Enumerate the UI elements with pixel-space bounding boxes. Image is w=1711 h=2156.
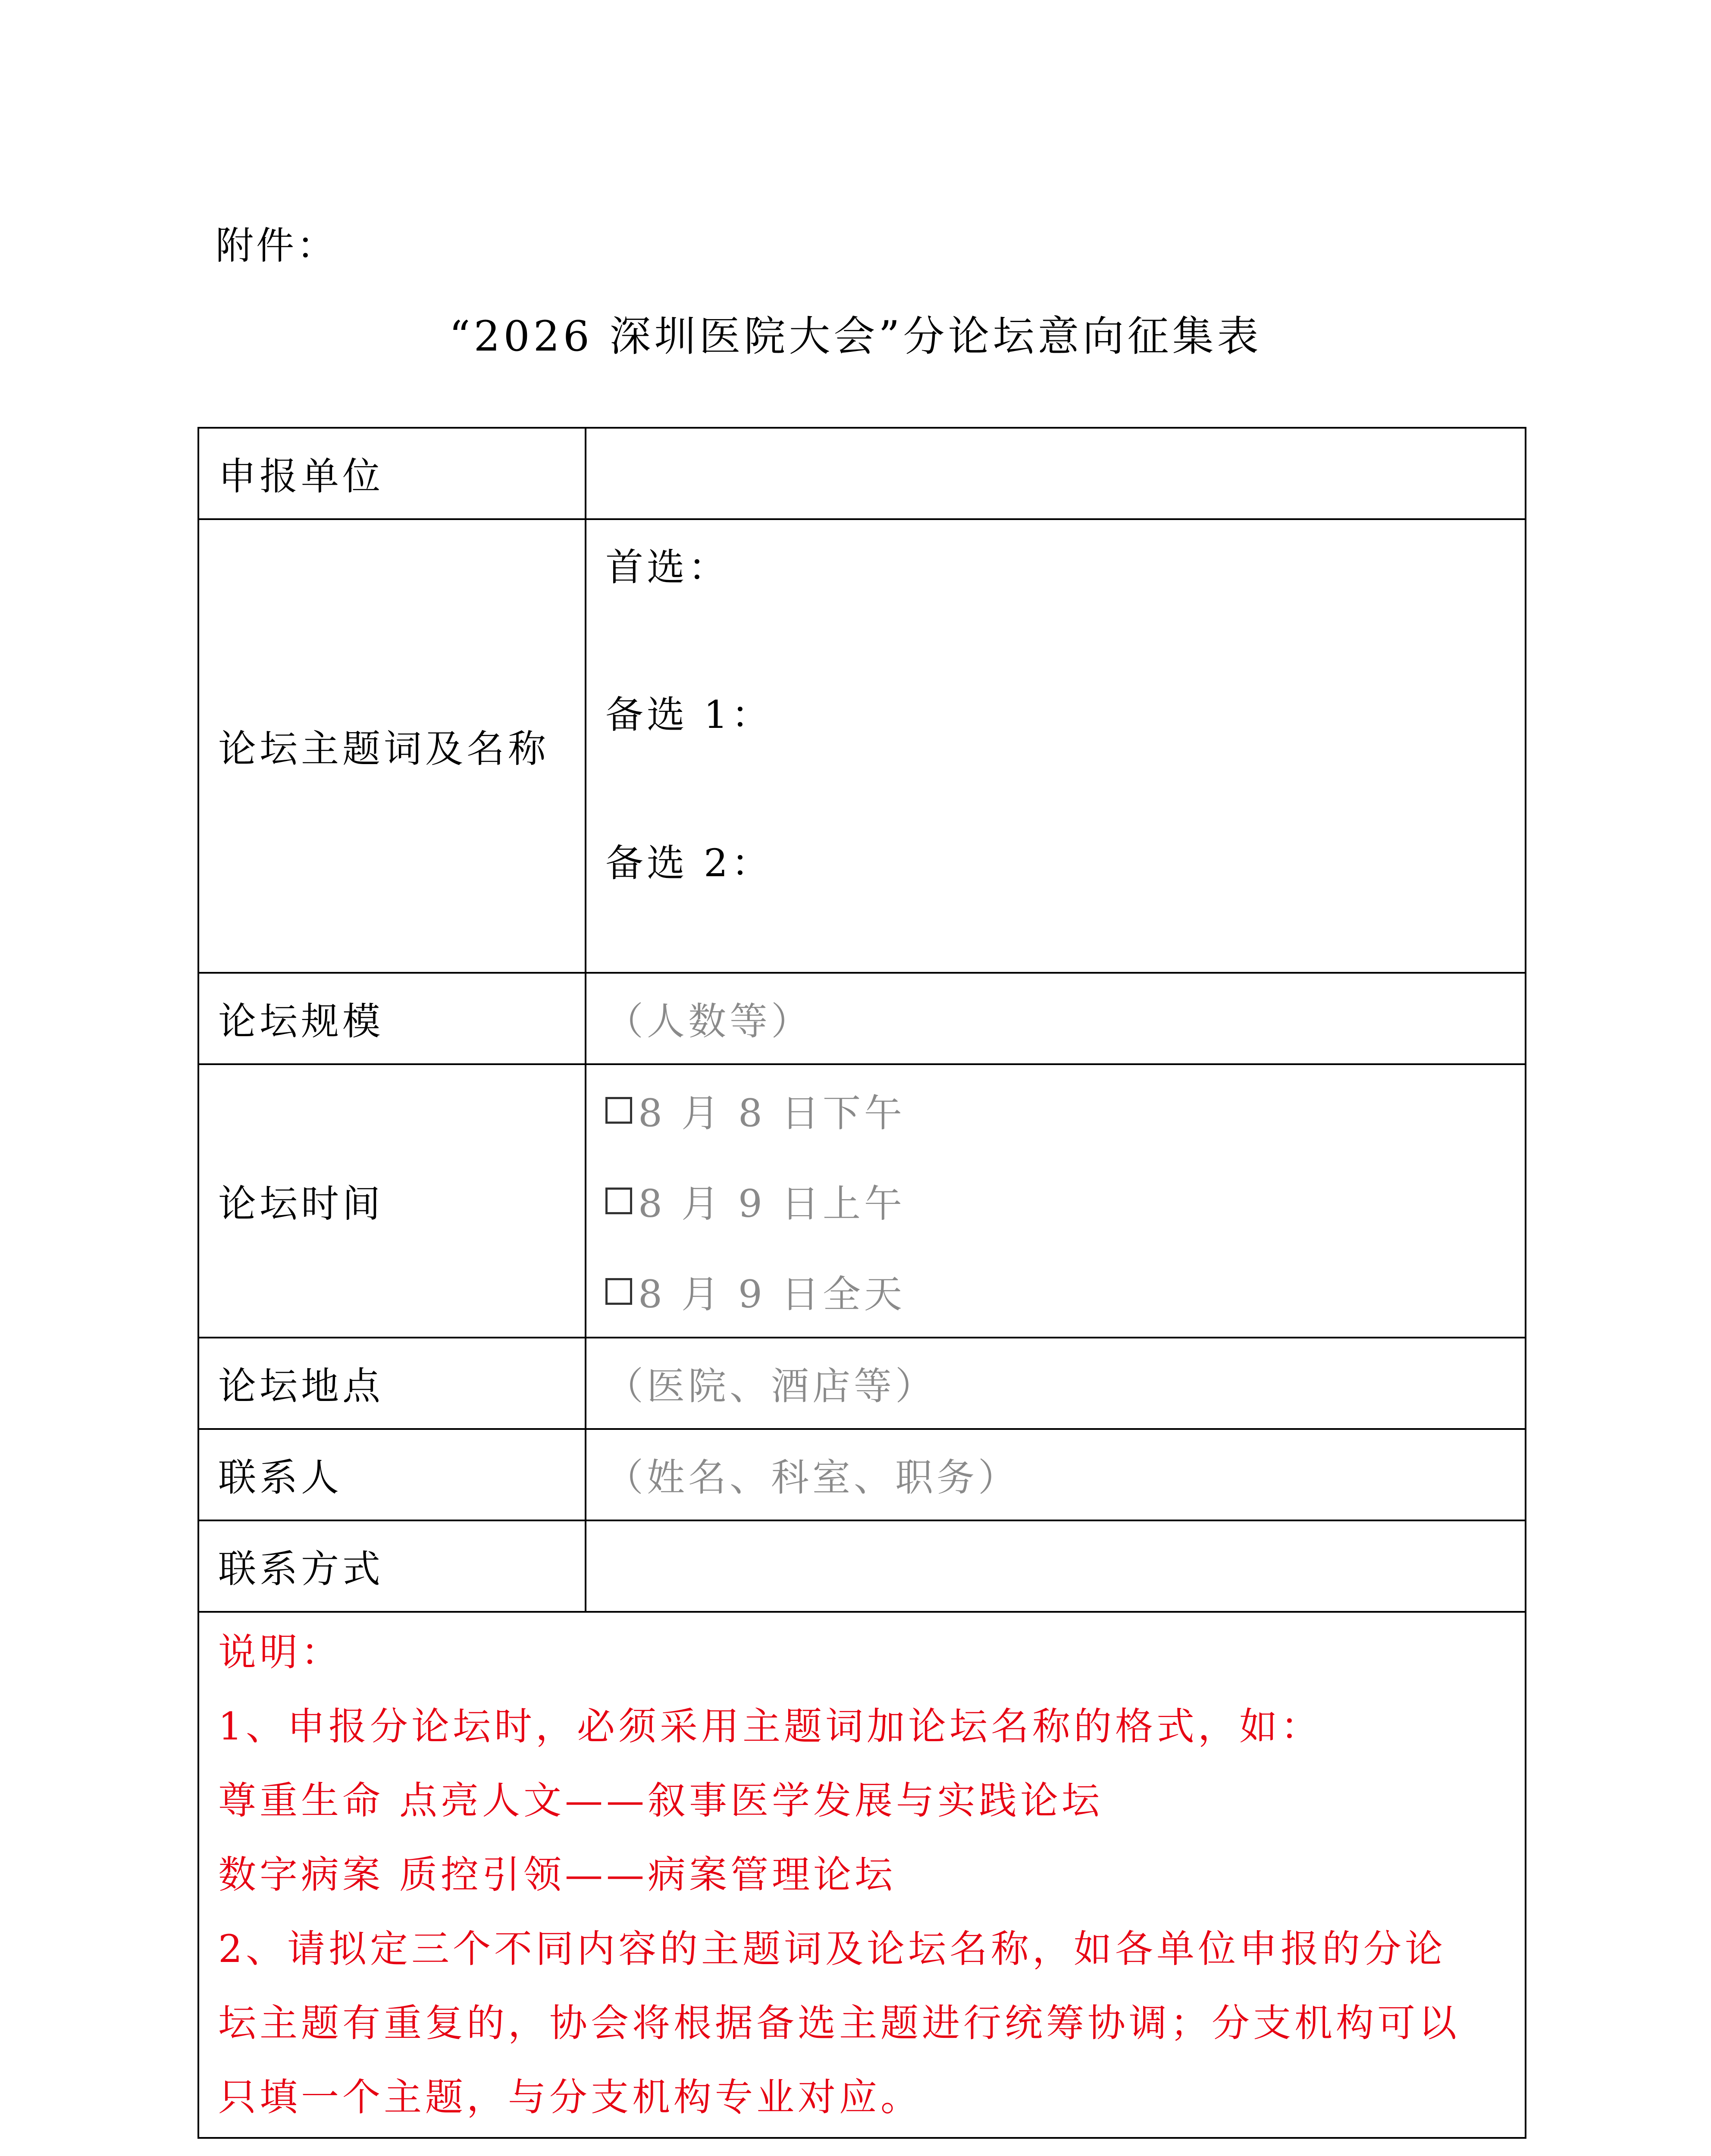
row-contact-person <box>198 1429 1526 1520</box>
contact-person-label: 联系人 <box>198 1429 586 1520</box>
row-forum-scale <box>198 973 1526 1064</box>
forum-time-label: 论坛时间 <box>198 1064 586 1338</box>
contact-person-field[interactable]: （姓名、科室、职务） <box>586 1429 1526 1520</box>
row-notes <box>198 1612 1526 2138</box>
forum-time-options <box>586 1064 1526 1338</box>
notes-line: 1、申报分论坛时，必须采用主题词加论坛名称的格式，如： <box>218 1704 1322 1749</box>
attachment-label: 附件： <box>216 223 338 268</box>
notes-example: 尊重生命 点亮人文——叙事医学发展与实践论坛 <box>218 1778 1103 1823</box>
checkbox-icon[interactable] <box>605 1278 632 1305</box>
forum-venue-label: 论坛地点 <box>198 1338 586 1429</box>
time-option-aug9-am[interactable] <box>605 1156 1506 1246</box>
forum-topic-field[interactable] <box>586 519 1526 973</box>
row-contact-method <box>198 1520 1526 1612</box>
time-option-aug9-fullday[interactable] <box>605 1246 1506 1337</box>
time-option-aug8-pm[interactable] <box>605 1065 1506 1156</box>
forum-scale-label: 论坛规模 <box>198 973 586 1064</box>
notes-cell <box>198 1612 1526 2138</box>
notes-line: 只填一个主题，与分支机构专业对应。 <box>218 2075 922 2119</box>
time-option-label: 8 月 9 日上午 <box>638 1181 906 1226</box>
notes-line: 坛主题有重复的，协会将根据备选主题进行统筹协调；分支机构可以 <box>218 2001 1460 2045</box>
checkbox-icon[interactable] <box>605 1097 632 1124</box>
row-forum-venue <box>198 1338 1526 1429</box>
notes-example: 数字病案 质控引领——病案管理论坛 <box>218 1852 896 1897</box>
notes-line: 2、请拟定三个不同内容的主题词及论坛名称，如各单位申报的分论 <box>218 1927 1446 1971</box>
time-option-label: 8 月 9 日全天 <box>638 1272 906 1316</box>
row-forum-time <box>198 1064 1526 1338</box>
row-applicant-unit <box>198 428 1526 519</box>
forum-topic-label: 论坛主题词及名称 <box>198 519 586 973</box>
contact-method-label: 联系方式 <box>198 1520 586 1612</box>
row-forum-topic <box>198 519 1526 973</box>
forum-venue-field[interactable]: （医院、酒店等） <box>586 1338 1526 1429</box>
notes-heading: 说明： <box>218 1630 343 1674</box>
applicant-unit-field[interactable] <box>586 428 1526 519</box>
forum-scale-field[interactable]: （人数等） <box>586 973 1526 1064</box>
contact-method-field[interactable] <box>586 1520 1526 1612</box>
topic-alternative-2: 备选 2： <box>605 841 773 885</box>
topic-first-choice: 首选： <box>605 545 730 589</box>
applicant-unit-label: 申报单位 <box>198 428 586 519</box>
topic-alternative-1: 备选 1： <box>605 693 773 737</box>
application-form-table <box>197 427 1526 2139</box>
time-option-label: 8 月 8 日下午 <box>638 1091 906 1135</box>
checkbox-icon[interactable] <box>605 1188 632 1214</box>
document-title: “2026 深圳医院大会”分论坛意向征集表 <box>449 312 1262 360</box>
